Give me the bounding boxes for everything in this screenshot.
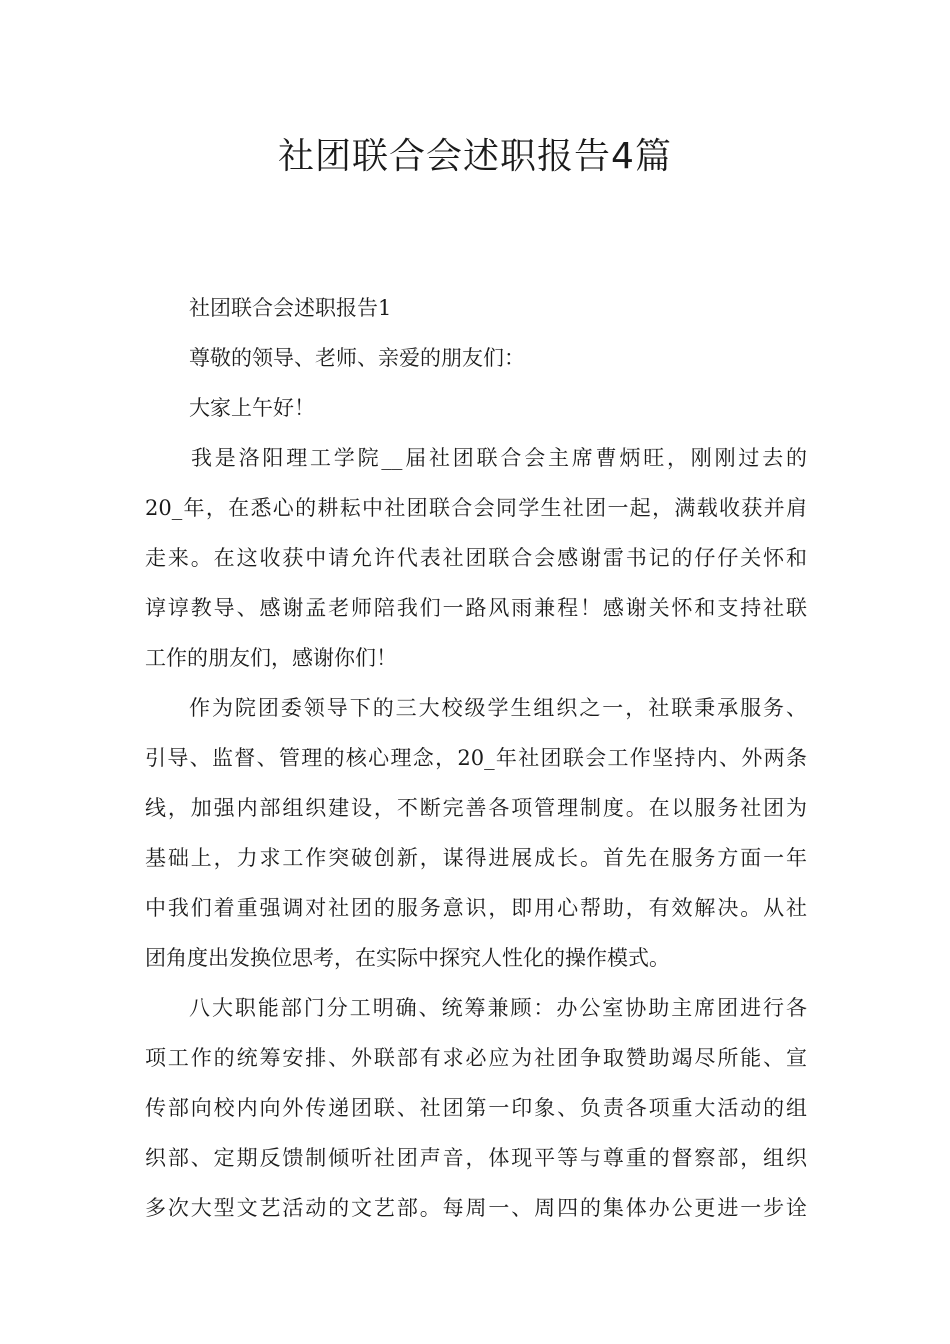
paragraph-line: 传部向校内向外传递团联、社团第一印象、负责各项重大活动的组 [145,1096,807,1120]
paragraph-line: 基础上，力求工作突破创新，谋得进展成长。首先在服务方面一年 [145,846,807,870]
paragraph-line: 团角度出发换位思考，在实际中探究人性化的操作模式。 [145,946,670,970]
paragraph-line: 走来。在这收获中请允许代表社团联合会感谢雷书记的仔仔关怀和 [145,546,807,570]
paragraph-line: 工作的朋友们，感谢你们！ [145,646,397,670]
document-title: 社团联合会述职报告4篇 [278,136,672,177]
paragraph-line: 我是洛阳理工学院__届社团联合会主席曹炳旺，刚刚过去的 [191,446,807,470]
paragraph-line: 作为院团委领导下的三大校级学生组织之一，社联秉承服务、 [189,696,807,720]
paragraph-line: 中我们着重强调对社团的服务意识，即用心帮助，有效解决。从社 [145,896,807,920]
salutation: 尊敬的领导、老师、亲爱的朋友们： [189,346,525,370]
paragraph-line: 八大职能部门分工明确、统筹兼顾：办公室协助主席团进行各 [189,996,807,1020]
paragraph-line: 多次大型文艺活动的文艺部。每周一、周四的集体办公更进一步诠 [145,1196,807,1220]
document-body [145,283,807,1233]
paragraph-line: 20_年，在悉心的耕耘中社团联合会同学生社团一起，满载收获并肩 [145,496,807,520]
paragraph-line: 线，加强内部组织建设，不断完善各项管理制度。在以服务社团为 [145,796,807,820]
paragraph-line: 谆谆教导、感谢孟老师陪我们一路风雨兼程！感谢关怀和支持社联 [145,596,807,620]
paragraph-line: 项工作的统筹安排、外联部有求必应为社团争取赞助竭尽所能、宣 [145,1046,807,1070]
paragraph-line: 引导、监督、管理的核心理念，20_年社团联会工作坚持内、外两条 [145,746,807,770]
paragraph-line: 织部、定期反馈制倾听社团声音，体现平等与尊重的督察部，组织 [145,1146,807,1170]
section-heading: 社团联合会述职报告1 [189,296,392,320]
greeting: 大家上午好！ [189,396,315,420]
